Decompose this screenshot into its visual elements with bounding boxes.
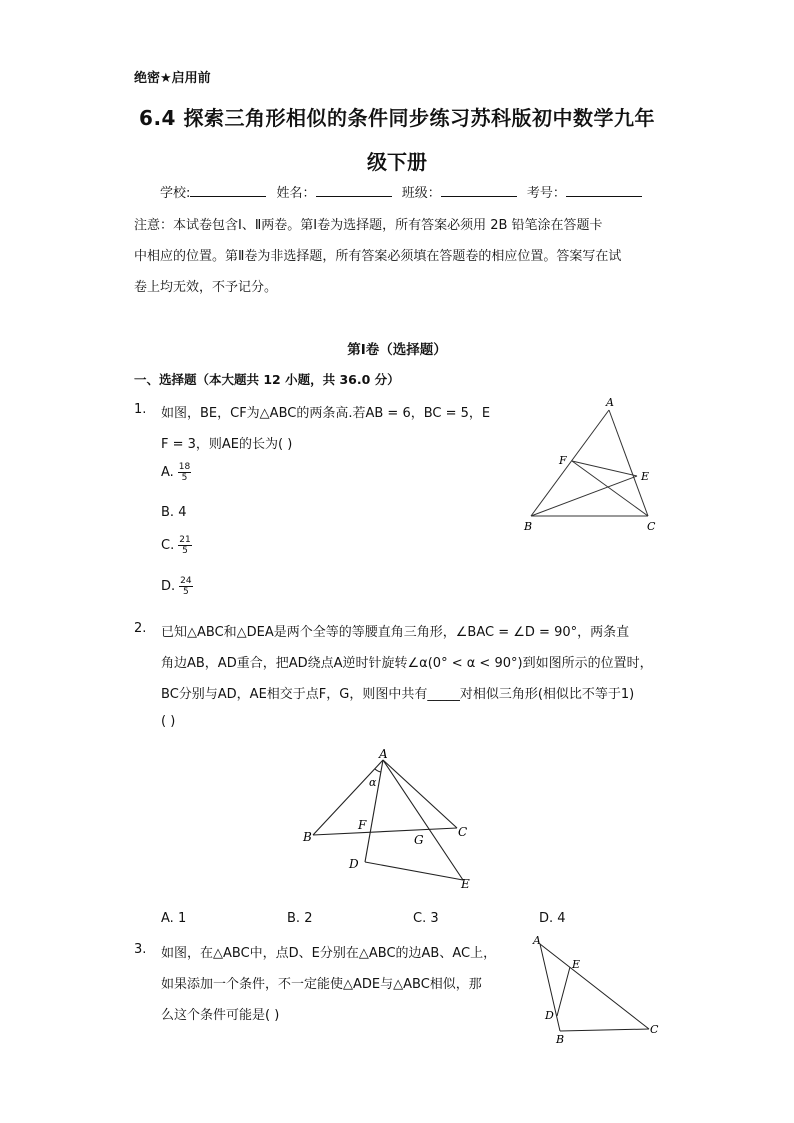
question-1-figure — [520, 390, 670, 540]
question-2-option-b[interactable]: B. 2 — [287, 911, 313, 926]
question-2-line-1: 已知△ABC和△DEA是两个全等的等腰直角三角形，∠BAC = ∠D = 90°，两条直 — [161, 625, 630, 640]
label-b: B — [556, 1033, 565, 1046]
question-2-option-d[interactable]: D. 4 — [539, 911, 566, 926]
question-1-option-c[interactable]: C. $\frac{21}{5}$ — [161, 535, 191, 556]
label-d: D — [349, 857, 359, 871]
exam-no-blank[interactable] — [566, 184, 642, 197]
question-1-line-1: 如图，BE，CF为△ABC的两条高.若AB = 6，BC = 5，E — [161, 406, 491, 421]
label-e: E — [572, 958, 581, 971]
fraction: $\frac{18}{5}$ — [178, 462, 191, 483]
question-3-line-3: 么这个条件可能是( ) — [161, 1008, 280, 1023]
label-c: C — [647, 520, 656, 533]
exam-no-label: 考号： — [526, 186, 566, 201]
question-2-line-2: 角边AB，AD重合，把AD绕点A逆时针旋转∠α(0° < α < 90°)到如图所示的位置时， — [161, 656, 653, 671]
question-3-number: 3. — [134, 942, 147, 957]
class-blank[interactable] — [441, 184, 517, 197]
label-d: D — [545, 1009, 554, 1022]
question-2-option-a[interactable]: A. 1 — [161, 911, 187, 926]
question-2-figure — [295, 740, 485, 900]
question-1-option-d[interactable]: D. $\frac{24}{5}$ — [161, 576, 192, 597]
question-1-line-2: F = 3，则AE的长为( ) — [161, 437, 293, 452]
question-1-option-b[interactable]: B. 4 — [161, 505, 187, 520]
notice-line-1: 注意：本试卷包含Ⅰ、Ⅱ两卷。第Ⅰ卷为选择题，所有答案必须用 2B 铅笔涂在答题卡 — [134, 218, 603, 233]
label-a: A — [533, 934, 541, 947]
name-label: 姓名： — [276, 186, 316, 201]
question-3-figure — [525, 930, 675, 1050]
fraction: $\frac{21}{5}$ — [179, 535, 191, 556]
page-title-line2: 级下册 — [367, 150, 427, 174]
notice-line-2: 中相应的位置。第Ⅱ卷为非选择题，所有答案必须填在答题卷的相应位置。答案写在试 — [134, 249, 622, 264]
name-blank[interactable] — [316, 184, 392, 197]
label-a: A — [606, 396, 614, 409]
part-heading: 一、选择题（本大题共 12 小题，共 36.0 分） — [134, 372, 400, 387]
label-c: C — [458, 825, 468, 839]
class-label: 班级： — [401, 186, 441, 201]
fraction: $\frac{24}{5}$ — [180, 576, 192, 597]
question-2-line-4: ( ) — [161, 714, 176, 729]
notice-line-3: 卷上均无效，不予记分。 — [134, 280, 278, 295]
label-f: F — [559, 454, 567, 467]
label-a: A — [379, 747, 388, 761]
label-b: B — [524, 520, 533, 533]
label-g: G — [414, 833, 424, 847]
question-1-number: 1. — [134, 402, 147, 417]
question-1-option-a[interactable]: A. $\frac{18}{5}$ — [161, 462, 191, 483]
question-3-line-1: 如图，在△ABC中，点D、E分别在△ABC的边AB、AC上， — [161, 946, 497, 961]
label-e: E — [641, 470, 650, 483]
question-3-line-2: 如果添加一个条件，不一定能使△ADE与△ABC相似，那 — [161, 977, 482, 992]
label-f: F — [358, 818, 367, 832]
question-2-line-3: BC分别与AD，AE相交于点F，G，则图中共有_____对相似三角形(相似比不等于1) — [161, 687, 635, 702]
question-2-number: 2. — [134, 621, 147, 636]
page-title-line1: 6.4 探索三角形相似的条件同步练习苏科版初中数学九年 — [139, 106, 655, 130]
school-label: 学校: — [160, 186, 191, 201]
label-c: C — [650, 1023, 659, 1036]
section-title: 第Ⅰ卷（选择题） — [347, 342, 447, 358]
label-b: B — [303, 830, 312, 844]
label-alpha: α — [369, 776, 377, 789]
label-e: E — [461, 877, 470, 891]
student-info-row — [160, 182, 648, 201]
school-blank[interactable] — [190, 184, 266, 197]
secret-label: 绝密★启用前 — [134, 71, 211, 86]
question-2-option-c[interactable]: C. 3 — [413, 911, 439, 926]
